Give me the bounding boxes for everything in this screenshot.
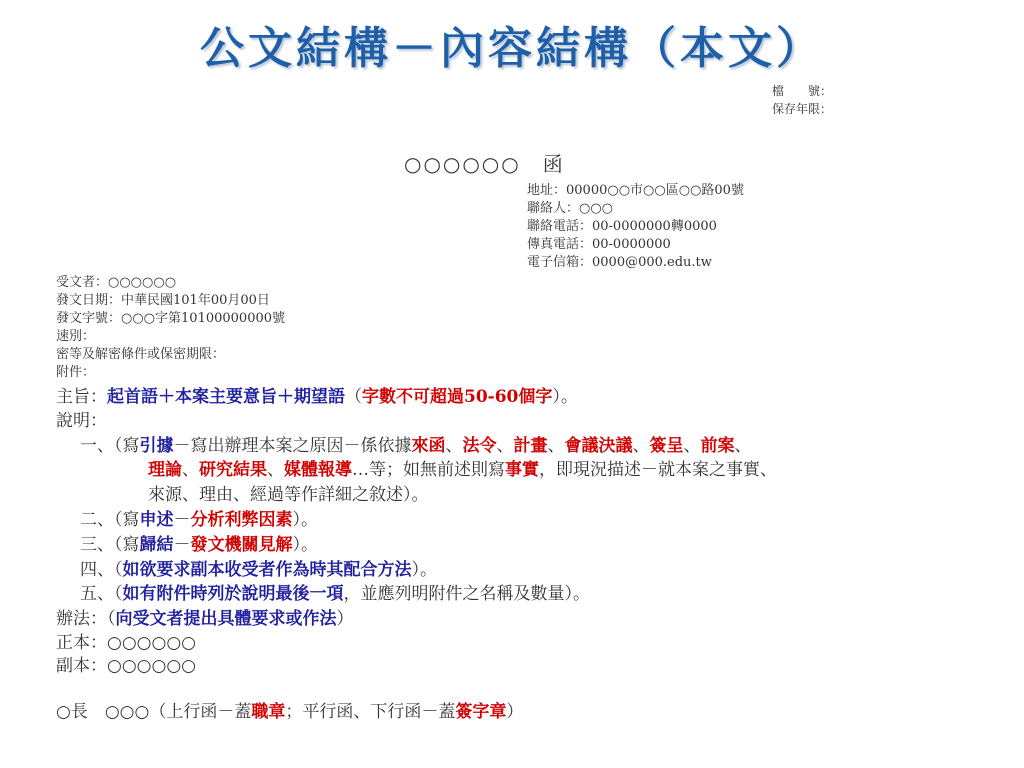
item1-key: 引據 — [139, 436, 174, 456]
header-fields — [56, 274, 285, 382]
item3-dash: － — [173, 535, 191, 555]
speed: 速別： — [56, 329, 96, 344]
item1-sep: 、 — [734, 436, 752, 456]
attachment: 附件： — [56, 365, 96, 380]
item1-sep: 、 — [547, 436, 565, 456]
explanation-label: 說明： — [56, 411, 107, 431]
fax: 傳真電話：00-0000000 — [527, 237, 671, 252]
original-copy: 正本：○○○○○○ — [56, 633, 197, 653]
item3-red: 發文機關見解 — [190, 535, 293, 555]
item3-key: 歸結 — [139, 535, 174, 555]
signature-red1: 職章 — [251, 702, 286, 722]
explanation-item-1-line-1 — [80, 434, 752, 458]
item4-prefix: 四、（ — [80, 560, 123, 580]
item1-sep: 、 — [632, 436, 650, 456]
item2-close: ）。 — [292, 510, 318, 530]
item1-k7: 理論 — [148, 460, 182, 480]
item1-k10: 事實 — [505, 460, 539, 480]
subject-row — [56, 385, 578, 409]
item2-red: 分析利弊因素 — [190, 510, 293, 530]
item1-k1: 來函 — [411, 436, 446, 456]
item2-prefix: 二、（寫 — [80, 510, 140, 530]
item1-mid: －寫出辦理本案之原因－係依據 — [173, 436, 412, 456]
subject-content: 起首語＋本案主要意旨＋期望語 — [107, 387, 345, 407]
issue-date: 發文日期：中華民國101年00月00日 — [56, 293, 270, 308]
item1-mid2: …等；如無前述則寫 — [352, 460, 505, 480]
issue-number: 發文字號：○○○字第10100000000號 — [56, 311, 286, 326]
item1-k8: 研究結果 — [199, 460, 267, 480]
secrecy: 密等及解密條件或保密期限： — [56, 347, 226, 362]
recipient: 受文者：○○○○○○ — [56, 275, 177, 290]
file-number-label: 檔 號： — [772, 84, 833, 98]
item1-k3: 計畫 — [513, 436, 548, 456]
page-title: 公文結構－內容結構（本文） — [200, 23, 824, 74]
subject-paren-open: （ — [345, 387, 362, 407]
item5-tail: ，並應列明附件之名稱及數量）。 — [343, 584, 590, 604]
duplicate-copy: 副本：○○○○○○ — [56, 656, 197, 676]
address: 地址：00000○○市○○區○○路00號 — [527, 183, 744, 198]
explanation-item-1-line-3: 來源、理由、經過等作詳細之敘述）。 — [148, 485, 429, 505]
phone: 聯絡電話：00-0000000轉0000 — [527, 219, 717, 234]
item1-k2: 法令 — [462, 436, 497, 456]
item3-prefix: 三、（寫 — [80, 535, 140, 555]
item2-key: 申述 — [139, 510, 174, 530]
item1-sep: 、 — [267, 460, 284, 480]
explanation-item-3 — [80, 533, 318, 557]
subject-note: 字數不可超過50-60個字 — [362, 387, 553, 407]
explanation-item-1-line-2 — [148, 458, 777, 482]
method-key: 向受文者提出具體要求或作法 — [115, 609, 337, 629]
item5-key: 如有附件時列於說明最後一項 — [122, 584, 344, 604]
contact-person: 聯絡人：○○○ — [527, 201, 614, 216]
explanation-item-2 — [80, 508, 318, 532]
item1-k9: 媒體報導 — [284, 460, 352, 480]
subject-paren-close: ）。 — [552, 387, 578, 407]
item1-sep: 、 — [182, 460, 199, 480]
signature-close: ） — [506, 702, 524, 722]
item4-key: 如欲要求副本收受者作為時其配合方法 — [122, 560, 412, 580]
signature-row — [56, 700, 523, 724]
signature-prefix: ○長 ○○○（上行函－蓋 — [56, 702, 252, 722]
item1-k6: 前案 — [700, 436, 735, 456]
item4-close: ）。 — [411, 560, 437, 580]
explanation-item-4 — [80, 558, 437, 582]
item5-prefix: 五、（ — [80, 584, 123, 604]
signature-mid: ；平行函、下行函－蓋 — [285, 702, 456, 722]
item1-sep: 、 — [496, 436, 514, 456]
item3-close: ）。 — [292, 535, 318, 555]
item1-tail: ，即現況描述－就本案之事實、 — [539, 460, 777, 480]
method-row — [56, 607, 354, 631]
retention-label: 保存年限： — [772, 102, 833, 116]
item1-sep: 、 — [445, 436, 463, 456]
item1-sep: 、 — [683, 436, 701, 456]
item1-k4: 會議決議 — [564, 436, 633, 456]
issuing-org-line: ○○○○○○ 函 — [404, 152, 565, 176]
explanation-item-5 — [80, 582, 590, 606]
signature-red2: 簽字章 — [455, 702, 507, 722]
email: 電子信箱：0000@000.edu.tw — [527, 255, 712, 270]
item1-prefix: 一、（寫 — [80, 436, 140, 456]
method-close: ） — [336, 609, 354, 629]
contact-block — [527, 182, 744, 272]
item2-dash: － — [173, 510, 191, 530]
subject-label: 主旨： — [56, 387, 107, 407]
item1-k5: 簽呈 — [649, 436, 684, 456]
method-label: 辦法：（ — [56, 609, 116, 629]
